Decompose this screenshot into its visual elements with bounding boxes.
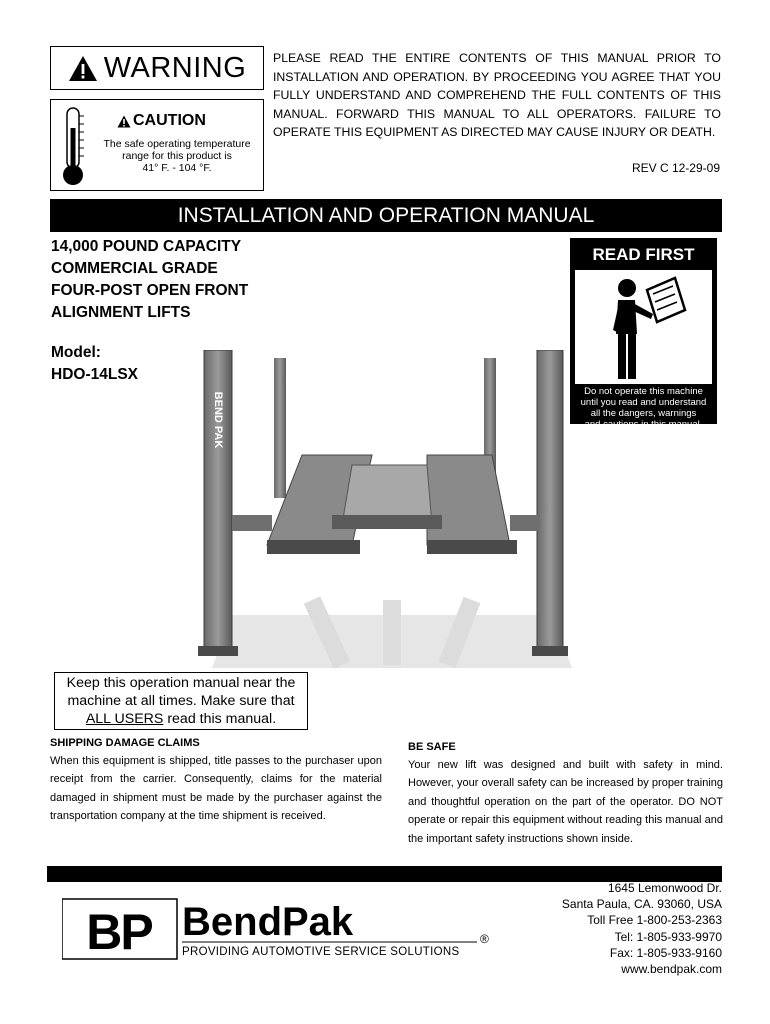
website-link[interactable]: www.bendpak.com — [621, 962, 722, 977]
shipping-title: SHIPPING DAMAGE CLAIMS — [50, 737, 200, 749]
be-safe-text: Your new lift was designed and built with safety in mind. However, your overall safety can be increased by proper training and thoughtful operation on the part of the operator. DO NOT operate or repair this equipment without reading this manual and the important safety instructions shown inside. — [408, 759, 723, 845]
person-reading-icon — [575, 270, 712, 384]
caution-box — [50, 99, 264, 191]
model-value: HDO-14LSX — [51, 366, 138, 383]
caution-text: The safe operating temperature range for this product is 41° F. - 104 °F. — [103, 138, 251, 174]
model-info — [51, 342, 138, 386]
lift-brand-text: BEND PAK — [212, 391, 224, 449]
warning-triangle-icon — [68, 55, 98, 82]
intro-paragraph: PLEASE READ THE ENTIRE CONTENTS OF THIS MANUAL PRIOR TO INSTALLATION AND OPERATION. BY PROCEEDING YOU AGREE THAT YOU FULLY UNDERSTAND AND COMPREHEND THE FULL CONTENTS OF THIS MANUAL. FORWARD THIS MANUAL TO ALL OPERATORS. FAILURE TO OPERATE THIS EQUIPMENT AS DIRECTED MAY CAUSE INJURY OR DEATH. — [273, 51, 721, 139]
manual-title-bar — [50, 199, 722, 232]
four-post-lift-photo — [192, 350, 584, 670]
warning-label: WARNING — [103, 51, 247, 84]
caution-title: CAUTION — [117, 112, 206, 130]
read-first-header: READ FIRST — [592, 245, 695, 264]
be-safe-title: BE SAFE — [408, 741, 456, 753]
thermometer-icon — [59, 106, 89, 188]
registered-mark: ® — [480, 932, 489, 946]
all-users-emphasis: ALL USERS — [85, 711, 164, 727]
reading-person-illustration — [575, 270, 712, 384]
revision-label: REV C 12-29-09 — [631, 161, 720, 175]
manual-title: INSTALLATION AND OPERATION MANUAL — [177, 203, 595, 227]
keep-manual-notice: Keep this operation manual near the machine at all times. Make sure that ALL USERS read this manual. — [54, 672, 308, 730]
logo-name: BendPak — [182, 900, 354, 944]
caution-triangle-icon — [117, 115, 131, 128]
logo-mark: BP — [86, 904, 152, 960]
bendpak-logo — [62, 897, 492, 961]
product-description: 14,000 POUND CAPACITY COMMERCIAL GRADE FOUR-POST OPEN FRONT ALIGNMENT LIFTS — [51, 238, 249, 321]
model-label: Model: — [51, 344, 101, 361]
warning-box — [50, 46, 264, 90]
read-first-sign — [570, 238, 717, 430]
read-first-message: Do not operate this machine until you read and understand all the dangers, warnings and cautions in this manual. — [580, 386, 707, 430]
shipping-text: When this equipment is shipped, title passes to the purchaser upon receipt from the carrier. Consequently, claims for the material damaged in shipment must be made by the purchaser against the transportation company at the time shipment is received. — [50, 755, 382, 823]
logo-tagline: PROVIDING AUTOMOTIVE SERVICE SOLUTIONS — [182, 946, 460, 958]
company-address: 1645 Lemonwood Dr. Santa Paula, CA. 93060, USA Toll Free 1-800-253-2363 Tel: 1-805-933-9970 Fax: 1-805-933-9160 www.bendpak.com — [561, 881, 722, 977]
